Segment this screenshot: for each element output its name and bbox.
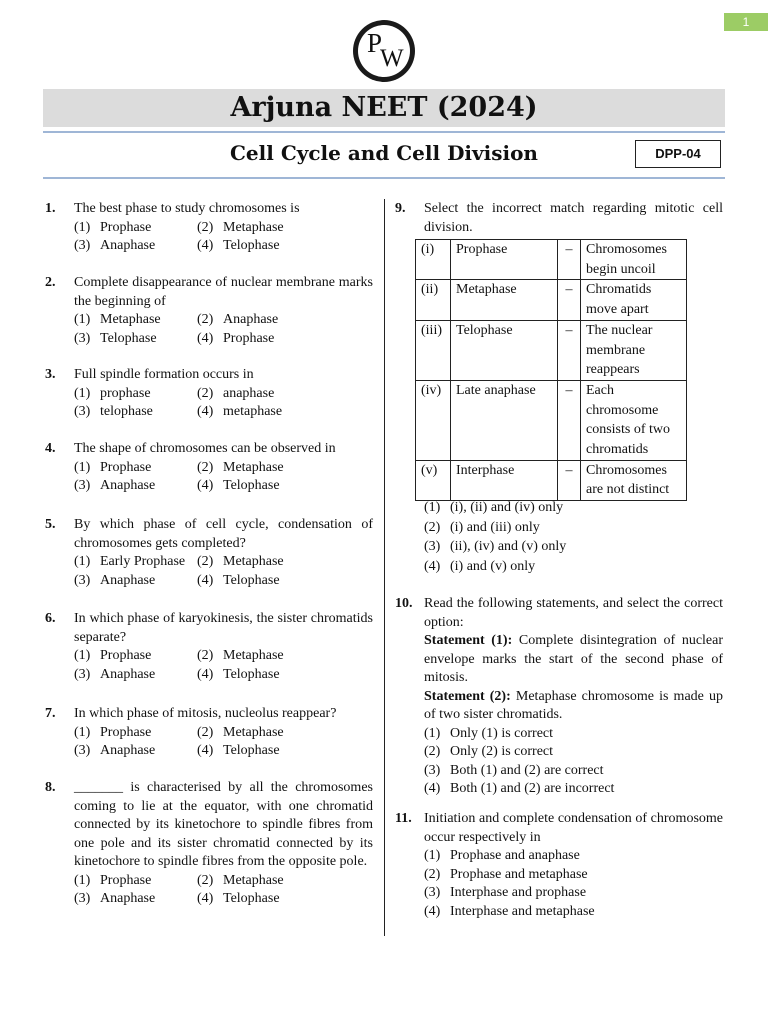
table-row [416,460,687,500]
table-cell: (i) [416,240,451,280]
table-cell: Telophase [451,320,558,380]
table-cell: (v) [416,460,451,500]
table-cell: Prophase [451,240,558,280]
option-1[interactable]: (1) Early Prophase [74,554,186,569]
table-cell: Late anaphase [451,380,558,460]
options-row [74,647,373,666]
logo-letters [358,25,410,77]
option-4[interactable]: (4) Prophase [197,330,275,346]
option-1[interactable]: (1) Only (1) is correct [424,725,554,741]
option-2[interactable]: (2) Anaphase [197,312,279,327]
option-3[interactable]: (3) Anaphase [74,238,156,253]
table-cell: Each chromosome consists of two chromatids [581,380,687,460]
option-3[interactable]: (3) Anaphase [74,743,156,758]
match-table [415,239,687,501]
question-text: Select the incorrect match regarding mitotic cell division. [424,201,723,235]
question-text: _______ is characterised by all the chromosomes coming to lie at the equator, with one chromatid connected by its kinetochore to spindle fibres from one pole and its sister chromatid connected by its kinetochore to spindle fibres from the opposite pole. [74,780,373,869]
option-2[interactable]: (2) Only (2) is correct [424,744,554,759]
header-divider-bottom [43,177,725,179]
option-3[interactable]: (3) Anaphase [74,666,156,682]
table-row [416,380,687,460]
question-body [424,810,723,921]
option-1[interactable]: (1) Prophase and anaphase [424,848,580,863]
table-cell: Interphase [451,460,558,500]
option-4[interactable]: (4) Telophase [197,238,280,253]
option-4[interactable]: (4) Interphase and metaphase [424,903,595,919]
question-text: Full spindle formation occurs in [74,367,254,382]
table-cell: The nuclear membrane reappears [581,320,687,380]
option-2[interactable]: (2) Metaphase [197,724,284,740]
question-body [74,200,373,256]
option-2[interactable]: (2) Metaphase [197,872,284,888]
question-number: 3. [45,367,56,382]
option-2[interactable]: (2) Metaphase [197,554,284,569]
option-2[interactable]: (2) Prophase and metaphase [424,866,588,882]
option-4[interactable]: (4) Telophase [197,891,280,906]
options-row [74,459,373,478]
option-1[interactable]: (1) Prophase [74,872,152,888]
options-row [74,311,373,330]
question-body [74,705,373,761]
table-cell: – [558,460,581,500]
option-3[interactable]: (3) telophase [74,404,153,419]
option-4[interactable]: (4) Telophase [197,666,280,682]
option-3[interactable]: (3) Anaphase [74,572,156,588]
table-cell: (iii) [416,320,451,380]
option-2[interactable]: (2) (i) and (iii) only [424,519,540,535]
option-2[interactable]: (2) anaphase [197,385,275,401]
table-cell: – [558,280,581,320]
option-3[interactable]: (3) Anaphase [74,478,156,493]
statement-2 [424,688,723,725]
options-row [74,742,373,761]
options-row [74,403,373,422]
option-3[interactable]: (3) Both (1) and (2) are correct [424,762,604,778]
question-number: 4. [45,441,56,456]
options-row [74,219,373,238]
question-number: 6. [45,611,56,626]
table-cell: Metaphase [451,280,558,320]
statement-2-text: Metaphase chromosome is made up of two sister chromatids. [424,688,723,722]
statement-2-label: Statement (2): [424,688,511,704]
table-cell: Chromosomes begin uncoil [581,240,687,280]
table-row [416,240,687,280]
option-4[interactable]: (4) Telophase [197,572,280,588]
question-number: 1. [45,201,56,216]
question-body [74,440,373,496]
statement-1-text: Complete disintegration of nuclear envelope marks the start of the second phase of mitosis. [424,633,724,685]
question-body [74,516,373,590]
logo-letter-w: W [380,45,404,72]
option-2[interactable]: (2) Metaphase [197,459,284,475]
question-body [74,779,373,909]
option-1[interactable]: (1) (i), (ii) and (iv) only [424,500,564,515]
option-4[interactable]: (4) Both (1) and (2) are incorrect [424,781,615,796]
page-number-badge: 1 [724,13,768,31]
option-2[interactable]: (2) Metaphase [197,648,284,663]
table-cell: – [558,240,581,280]
options-row [74,666,373,685]
logo-letter-p: P [367,28,383,58]
question-number: 5. [45,517,56,532]
options-row [74,872,373,891]
question-body [74,366,373,422]
option-1[interactable]: (1) prophase [74,385,151,401]
table-cell: (iv) [416,380,451,460]
options-row [74,237,373,256]
table-cell: – [558,320,581,380]
options-row [74,330,373,349]
option-1[interactable]: (1) Prophase [74,724,152,740]
question-text: Initiation and complete condensation of chromosome occur respectively in [424,811,723,845]
statement-1-label: Statement (1): [424,633,513,648]
question-body [424,200,723,237]
question-text: Read the following statements, and select the correct option: [424,596,723,630]
question-number: 2. [45,275,56,290]
options-row [74,890,373,909]
chapter-title: Cell Cycle and Cell Division [230,141,538,165]
column-divider [384,199,385,936]
table-cell: – [558,380,581,460]
question-body [424,595,723,799]
option-1[interactable]: (1) Prophase [74,219,152,235]
question-body [424,498,723,576]
option-4[interactable]: (4) metaphase [197,404,283,419]
question-body [74,610,373,684]
question-text: In which phase of karyokinesis, the sister chromatids separate? [74,611,373,645]
question-text: In which phase of mitosis, nucleolus reappear? [74,706,337,721]
table-cell: Chromosomes are not distinct [581,460,687,500]
dpp-code-box: DPP-04 [635,140,721,168]
option-3[interactable]: (3) Telophase [74,330,157,346]
option-4[interactable]: (4) (i) and (v) only [424,558,536,574]
option-4[interactable]: (4) Telophase [197,743,280,758]
question-text: By which phase of cell cycle, condensation of chromosomes gets completed? [74,517,373,551]
statement-1 [424,632,723,688]
question-number: 8. [45,780,56,795]
option-4[interactable]: (4) Telophase [197,478,280,493]
option-3[interactable]: (3) Anaphase [74,891,156,906]
table-cell: Chromatids move apart [581,280,687,320]
question-number: 11. [395,811,412,826]
table-row [416,320,687,380]
title-banner [43,89,725,127]
question-number: 9. [395,201,406,216]
option-1[interactable]: (1) Metaphase [74,312,161,327]
option-3[interactable]: (3) Interphase and prophase [424,885,587,900]
logo-inner-circle [358,25,410,77]
option-1[interactable]: (1) Prophase [74,459,152,475]
question-text: The best phase to study chromosomes is [74,201,300,216]
options-row [74,572,373,591]
page-title: Arjuna NEET (2024) [230,92,538,123]
option-1[interactable]: (1) Prophase [74,648,152,663]
table-cell: (ii) [416,280,451,320]
table-row [416,280,687,320]
pw-logo [353,20,415,82]
options-row [74,385,373,404]
question-text: The shape of chromosomes can be observed in [74,441,336,456]
question-number: 10. [395,596,413,611]
options-row [74,477,373,496]
options-row [74,553,373,572]
option-3[interactable]: (3) (ii), (iv) and (v) only [424,539,567,555]
question-body [74,274,373,348]
option-2[interactable]: (2) Metaphase [197,219,284,235]
header-divider-top [43,131,725,133]
question-text: Complete disappearance of nuclear membrane marks the beginning of [74,275,373,309]
question-number: 7. [45,706,56,721]
options-row [74,724,373,743]
